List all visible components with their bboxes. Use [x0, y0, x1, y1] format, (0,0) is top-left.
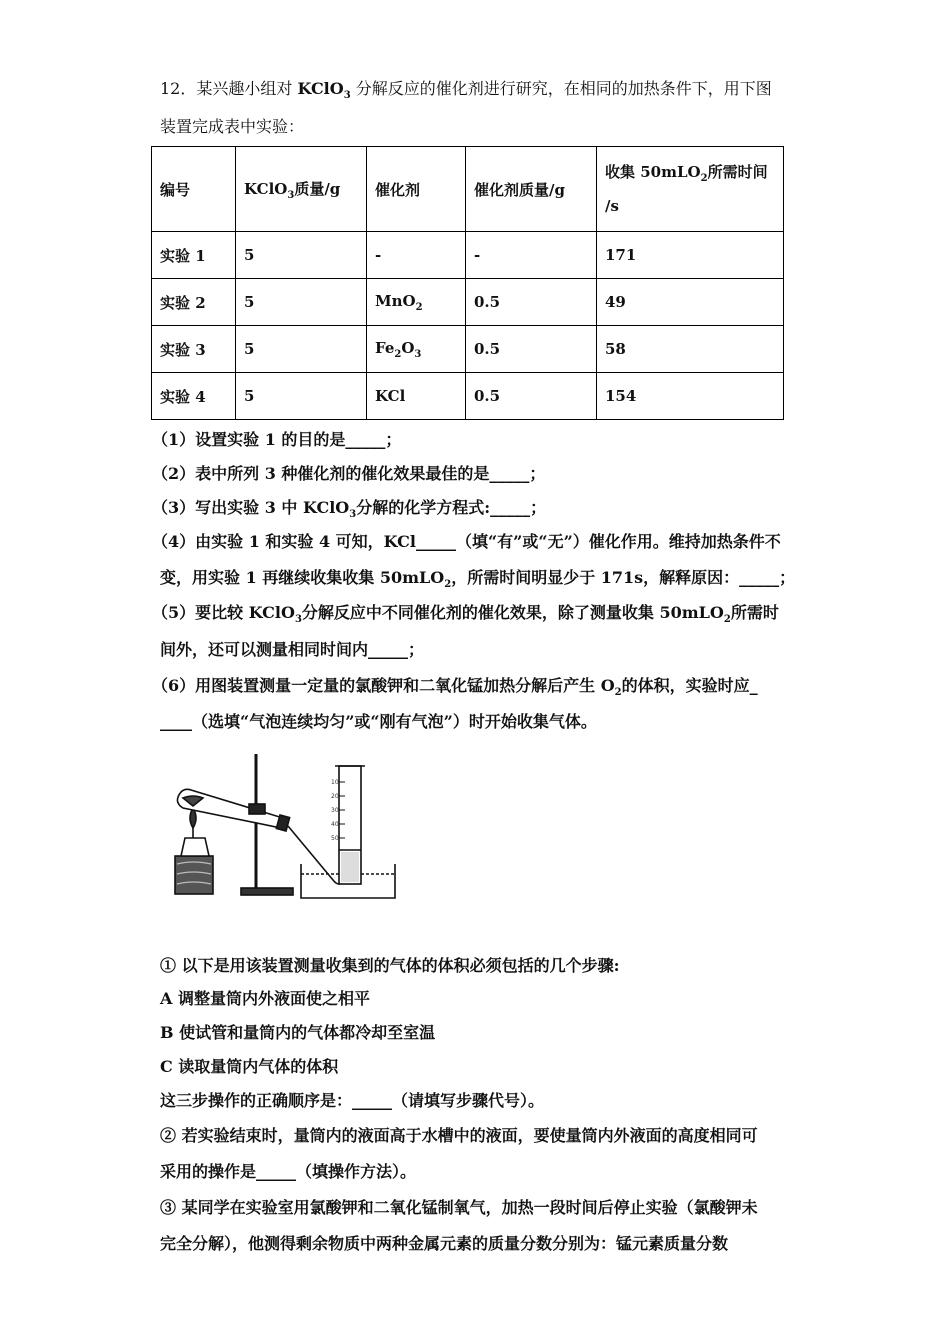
header-time-sub: 2 [700, 173, 708, 184]
header-kclo3-sub: 3 [287, 189, 295, 201]
table-row [152, 373, 784, 420]
experiment-table [151, 146, 784, 420]
header-time-rest: 所需时间 [707, 163, 768, 181]
cell-catalyst-mass: 0.5 [466, 279, 597, 326]
step-3-line1: ③ 某同学在实验室用氯酸钾和二氧化锰制氧气，加热一段时间后停止实验（氯酸钾未 [160, 1198, 758, 1217]
step-2-line2: 采用的操作是_____（填操作方法）。 [160, 1162, 417, 1181]
header-kclo3-unit: 质量/g [294, 179, 341, 198]
cell-mass: 5 [236, 326, 367, 373]
intro-text-a: 某兴趣小组对 [196, 79, 298, 98]
cell-catalyst-mass: 0.5 [466, 326, 597, 373]
step-3-line2: 完全分解），他测得剩余物质中两种金属元素的质量分数分别为：锰元素质量分数 [160, 1234, 729, 1253]
sub-question-5-line1 [152, 600, 779, 625]
scale-label: 50 [331, 835, 339, 842]
intro-chem: KClO [297, 79, 344, 98]
cell-id: 实验 1 [152, 232, 236, 279]
cell-catalyst-text: Fe [375, 338, 395, 357]
q6-text-a: （6）用图装置测量一定量的氯酸钾和二氧化锰加热分解后产生 O [152, 676, 615, 695]
cell-catalyst-sub2: 3 [414, 348, 422, 360]
sub-question-3 [152, 495, 546, 520]
cell-catalyst [367, 373, 466, 420]
q5-sub1: 3 [294, 614, 302, 626]
cell-catalyst-mass: - [466, 232, 597, 279]
q6-sub: 2 [614, 687, 622, 699]
q6-text-b: 的体积，实验时应_ [621, 676, 758, 695]
cell-catalyst [367, 326, 466, 373]
step-2-line1: ② 若实验结束时，量筒内的液面高于水槽中的液面，要使量筒内外液面的高度相同可 [160, 1126, 758, 1145]
cell-mass: 5 [236, 232, 367, 279]
cell-catalyst [367, 279, 466, 326]
cell-catalyst-text: MnO [375, 291, 416, 310]
cell-catalyst-mass: 0.5 [466, 373, 597, 420]
cell-time: 58 [597, 326, 784, 373]
cell-id: 实验 4 [152, 373, 236, 420]
sub-question-6-line1 [152, 673, 758, 698]
intro-chem-sub: 3 [343, 90, 351, 102]
sub-question-4-line2 [160, 565, 795, 590]
step-b: B 使试管和量筒内的气体都冷却至室温 [160, 1023, 436, 1042]
scale-label: 40 [331, 821, 339, 828]
header-time [597, 147, 784, 232]
step-intro: ① 以下是用该装置测量收集到的气体的体积必须包括的几个步骤: [160, 956, 620, 975]
question-number: 12． [160, 79, 197, 98]
q5-sub2: 2 [723, 614, 731, 626]
cell-catalyst-text: KCl [375, 387, 406, 405]
stand-base [241, 888, 293, 895]
apparatus-figure [163, 752, 401, 902]
intro-text-b: 分解反应的催化剂进行研究，在相同的加热条件下，用下图 [350, 79, 772, 98]
table-row [152, 326, 784, 373]
cell-id: 实验 2 [152, 279, 236, 326]
sub-question-5-line2: 间外，还可以测量相同时间内_____； [160, 640, 425, 659]
question-intro-line2: 装置完成表中实验： [160, 117, 305, 136]
q4-sub: 2 [444, 579, 452, 591]
table-row [152, 279, 784, 326]
cell-catalyst-mid: O [401, 338, 415, 357]
alcohol-lamp [181, 838, 209, 856]
clamp [249, 804, 265, 814]
cell-time: 171 [597, 232, 784, 279]
step-order: 这三步操作的正确顺序是：_____（请填写步骤代号）。 [160, 1091, 545, 1110]
cell-time: 49 [597, 279, 784, 326]
header-kclo3-mass [236, 147, 367, 232]
cell-catalyst [367, 232, 466, 279]
cell-catalyst-sub: 2 [415, 301, 423, 313]
cell-catalyst-sub: 2 [394, 348, 402, 360]
cylinder-water [341, 852, 359, 882]
table-row [152, 232, 784, 279]
q5-text-a: （5）要比较 KClO [152, 603, 295, 622]
q5-text-b: 分解反应中不同催化剂的催化效果，除了测量收集 50mLO [301, 603, 724, 622]
q3-sub: 3 [349, 509, 357, 521]
cell-catalyst-text: - [375, 246, 382, 264]
scale-label: 10 [331, 779, 339, 786]
header-time-unit: /s [605, 197, 619, 215]
header-catalyst: 催化剂 [367, 147, 466, 232]
q4-text-a: 变，用实验 1 再继续收集收集 50mLO [160, 568, 445, 587]
q4-text-b: ，所需时间明显少于 171s，解释原因：_____； [451, 568, 796, 587]
scale-label: 30 [331, 807, 339, 814]
sub-question-4-line1: （4）由实验 1 和实验 4 可知，KCl_____（填“有”或“无”）催化作用。维持加热条件不 [152, 532, 781, 551]
q3-text-b: 分解的化学方程式:_____； [356, 498, 547, 517]
cell-time: 154 [597, 373, 784, 420]
step-a: A 调整量筒内外液面使之相平 [160, 989, 370, 1008]
cell-mass: 5 [236, 373, 367, 420]
header-kclo3-text: KClO [244, 179, 288, 198]
step-c: C 读取量筒内气体的体积 [160, 1057, 339, 1076]
cell-mass: 5 [236, 279, 367, 326]
header-catalyst-mass: 催化剂质量/g [466, 147, 597, 232]
q3-text-a: （3）写出实验 3 中 KClO [152, 498, 350, 517]
cell-id: 实验 3 [152, 326, 236, 373]
table-header-row [152, 147, 784, 232]
sub-question-6-line2: ____（选填“气泡连续均匀”或“刚有气泡”）时开始收集气体。 [160, 712, 597, 731]
header-id: 编号 [152, 147, 236, 232]
scale-label: 20 [331, 793, 339, 800]
sub-question-1: （1）设置实验 1 的目的是_____； [152, 430, 402, 449]
q5-text-c: 所需时 [730, 603, 779, 622]
question-intro-line1 [160, 76, 772, 101]
sub-question-2: （2）表中所列 3 种催化剂的催化效果最佳的是_____； [152, 464, 546, 483]
header-time-text: 收集 50mLO [605, 163, 701, 181]
